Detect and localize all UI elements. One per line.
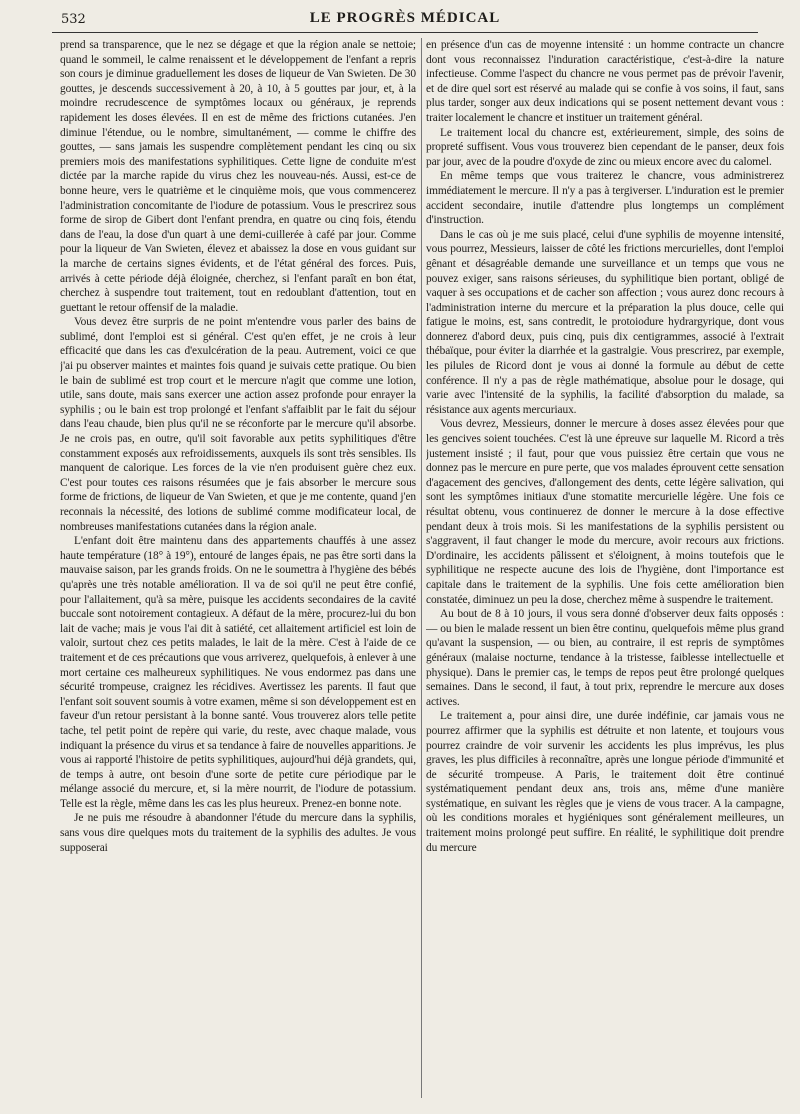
paragraph: Dans le cas où je me suis placé, celui d'une syphilis de moyenne intensité, vous pourrez, Messieurs, laisser de côté les frictions mercurielles, dont l'emploi gênant et désagréable demande une surveillance et un temps que vous ne pouvez exiger, sans raisons sérieuses, du syphilitique bien portant, obligé de vaquer à ses occupations et de cacher son affection ; vous aurez donc recours à l'administration interne du mercure et la préparation la plus douce, celle qui fatigue le moins, est, sans contredit, le protoiodure hydrargyrique, dont vous donnerez d'abord deux, puis cinq, puis dix centigrammes, associé à l'extrait thébaïque, pour éviter la diarrhée et la gastralgie. Vous prescrirez, par exemple, les pilules de Ricord dont je vous ai donné la formule au début de cette conférence. Il n'y a pas de règle mathématique, absolue pour le dosage, qui varie avec l'intensité de la syphilis, la facilité d'absorption du malade, sa résistance aux agents mercuriaux. <box>426 228 784 416</box>
page-number: 532 <box>61 12 86 27</box>
paragraph: L'enfant doit être maintenu dans des appartements chauffés à une assez haute température (18° à 19°), entouré de langes épais, ne pas être sorti dans la mauvaise saison, par les grands froids. On ne le soumettra à l'hygiène des bébés qu'après une très notable amélioration. Il va de soi qu'il ne peut être confié, pour l'allaitement, qu'à sa mère, puisque les accidents secondaires de la cavité buccale sont notoirement contagieux. A défaut de la mère, procurez-lui du bon lait de vache; mais je vous l'ai dit à satiété, cet allaitement artificiel est loin de valoir, surtout chez ces petits malades, le lait de la mère. C'est à l'aide de ce traitement et de ces précautions que vous arriverez, quelquefois, à enlever à une mort certaine ces malheureux syphilitiques. Ne vous endormez pas dans une sécurité trompeuse, craignez les récidives. Avertissez les parents. Il faut que l'enfant soit souvent soumis à votre examen, même si son développement est en faveur d'un retour persistant à la bonne santé. Vous trouverez alors telle petite tache, tel petit point de repère qui varie, du reste, avec chaque malade, vous indiquant la présence du virus et sa tendance à faire de nouvelles apparitions. Je vous ai rapporté l'histoire de petits syphilitiques, aujourd'hui déjà grandets, qui, de temps à autre, ont besoin d'une sorte de petite cure périodique par le mélange associé du mercure, et, si la mère nourrit, de l'iodure de potassium. Telle est la règle, même dans les cas les plus heureux. Prenez-en bonne note. <box>60 535 416 810</box>
page-header <box>52 8 758 33</box>
paragraph: En même temps que vous traiterez le chancre, vous administrerez immédiatement le mercure. Il n'y a pas à tergiverser. L'induration est le premier accident secondaire, inutile d'attendre plus longtemps un complément d'instruction. <box>426 170 784 227</box>
column-divider <box>421 38 422 1098</box>
paragraph: Je ne puis me résoudre à abandonner l'étude du mercure dans la syphilis, sans vous dire quelques mots du traitement de la syphilis des adultes. Je vous supposerai <box>60 812 416 854</box>
right-text-column <box>426 38 784 1102</box>
paragraph: Vous devrez, Messieurs, donner le mercure à doses assez élevées pour que les gencives soient touchées. C'est là une épreuve sur laquelle M. Ricord a très justement insisté ; il faut, pour que vous puissiez être certain que vous ne donnez pas le mercure en pure perte, que vos malades éprouvent cette sensation d'agacement des gencives, d'allongement des dents, cette légère salivation, qui sont les symptômes initiaux d'une stomatite mercurielle légère. Une fois ce résultat obtenu, vous continuerez de donner le mercure à la dose effective pendant deux à trois mois. Si les manifestations de la syphilis persistent ou s'aggravent, il faut changer le mode du mercure, avoir recours aux frictions. D'ordinaire, les accidents pâlissent et s'éloignent, à moins toutefois que le syphilitique ne respecte aucune des lois de l'hygiène, dont l'importance est capitale dans le traitement de la syphilis. Une fois cette amélioration bien constatée, diminuez un peu la dose, cherchez même à suspendre le traitement. <box>426 418 784 606</box>
paragraph: prend sa transparence, que le nez se dégage et que la région anale se nettoie; quand le sommeil, le calme renaissent et le développement de l'enfant a repris son cours je diminue graduellement les doses de liqueur de Van Swieten. De 30 gouttes, je descends successivement à 20, à 10, à 5 gouttes par jour, et, à la moindre recrudescence de symptômes locaux ou généraux, je reprends rapidement les doses élevées. Il en est de même des frictions cutanées. J'en diminue l'étendue, ou le nombre, simultanément, — comme le chiffre des gouttes, — sans jamais les suspendre complètement pendant les cinq ou six premiers mois des manifestations syphilitiques. Cette ligne de conduite m'est dictée par la marche rapide du virus chez les nouveau-nés. Aussi, est-ce de bonne heure, vers le quatrième et le cinquième mois, que vous commencerez l'administration concomitante de l'iodure de potassium. Vous le prescrirez sous forme de sirop de Gibert dont l'enfant prendra, en quatre ou cinq fois, étendu dans de l'eau, la dose d'un quart à une demi-cuillerée à café par jour. Comme pour la liqueur de Van Swieten, élevez et abaissez la dose en vous guidant sur la marche de certains signes évidents, et de l'état général des forces. Puis, arrivés à cette période déjà éloignée, cherchez, si l'enfant paraît en bon état, cherchez à suspendre tout traitement, tout en redoublant d'attention, tout en guettant le retour offensif de la maladie. <box>60 39 416 314</box>
paragraph: en présence d'un cas de moyenne intensité : un homme contracte un chancre dont vous reconnaissez l'induration caractéristique, c'est-à-dire la nature infectieuse. Comme l'aspect du chancre ne vous permet pas de prévoir l'avenir, et de dire quel sort est réservé au malade qui se confie à vos soins, il faut, sans plus tarder, songer aux deux indications qui se posent nettement devant vous : traiter localement le chancre et instituer un traitement général. <box>426 39 784 124</box>
left-text-column <box>60 38 416 1102</box>
paragraph: Vous devez être surpris de ne point m'entendre vous parler des bains de sublimé, dont l'emploi est si général. C'est qu'en effet, je ne crois à leur efficacité que dans les cas d'exulcération de la peau. Autrement, voici ce que j'ai pu observer maintes et maintes fois quand je suivais cette pratique. Ou bien le bain de sublimé est trop court et le mercure n'agit que comme une lotion, utile, sans doute, mais sans exercer une action assez profonde pour enrayer la syphilis ; ou le bain est trop prolongé et l'enfant s'affaiblit par le fait du séjour dans l'eau chaude, bien plus qu'il ne se réconforte par le mercure qu'il absorbe. Je ne crois pas, en outre, qu'il soit favorable aux petits syphilitiques d'être constamment exposés aux refroidissements, auxquels ils sont très sensibles. Ils manquent de calorique. Les forces de la vie n'en produisent guère chez eux. C'est pour toutes ces raisons résumées que je fais absorber le mercure sous forme de frictions, de liqueur de Van Swieten, et que je me contente, quand j'en reconnais la nécessité, des lotions de sublimé comme modificateur local, de nombreuses manifestations cutanées dans la région anale. <box>60 316 416 533</box>
paragraph: Le traitement a, pour ainsi dire, une durée indéfinie, car jamais vous ne pourrez affirmer que la syphilis est détruite et non latente, et toujours vous pourrez craindre de voir survenir les accidents les plus imprévus, les plus graves, les plus difficiles à reconnaître, après une longue période d'immunité et de sécurité trompeuse. A Paris, le traitement doit être continué systématiquement pendant deux ans, trois ans, même d'une manière systématique, en suivant les règles que je viens de vous tracer. A la campagne, où les conditions morales et hygiéniques sont généralement meilleures, un traitement moins prolongé peut suffire. En réalité, le syphilitique doit prendre du mercure <box>426 710 784 854</box>
paragraph: Au bout de 8 à 10 jours, il vous sera donné d'observer deux faits opposés : — ou bien le malade ressent un bien être continu, quelquefois même plus grand qu'avant la suspension, — ou bien, au contraire, il est repris de symptômes généraux (malaise nocturne, tendance à la tristesse, faiblesse intellectuelle et physique). Dans le premier cas, le temps de repos peut être prolongé quelques semaines. Dans le second, il faut, à tout prix, reprendre le mercure aux doses actives. <box>426 608 784 708</box>
paragraph: Le traitement local du chancre est, extérieurement, simple, des soins de propreté suffisent. Vous vous trouverez bien cependant de le panser, deux fois par jour, avec de la poudre d'oxyde de zinc ou mieux encore avec du calomel. <box>426 126 784 168</box>
journal-title: LE PROGRÈS MÉDICAL <box>309 10 501 26</box>
